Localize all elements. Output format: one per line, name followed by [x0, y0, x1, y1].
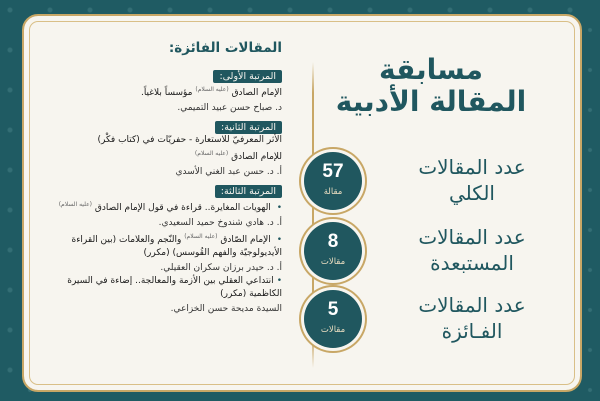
stat-badge	[304, 290, 362, 348]
honorific: (عليه السلام)	[195, 86, 229, 93]
stat-winners	[304, 290, 542, 356]
honorific: (عليه السلام)	[184, 233, 218, 240]
honorific: (عليه السلام)	[194, 150, 229, 157]
competition-title	[326, 54, 536, 118]
article-author: أ. د. حسن عبد الغني الأسدي	[175, 167, 282, 177]
winners-heading: المقالات الفائزة:	[168, 40, 282, 56]
stat-label: عدد المقالات الكلي	[418, 155, 526, 205]
stat-value: 5	[327, 299, 339, 320]
rank-badge-second: المرتبة الثانية:	[215, 121, 282, 134]
winners-list	[40, 40, 282, 316]
stat-value: 57	[322, 161, 344, 182]
article-title: • الهويات المغايرة.. قراءة في قول الإمام الصادق $^{(عليه السلام)}$	[40, 198, 282, 215]
stat-label: عدد المقالات المستبعدة	[418, 225, 526, 275]
stat-unit: مقالات	[320, 257, 346, 267]
stat-total	[304, 152, 542, 218]
stat-excluded	[304, 222, 542, 288]
stat-unit: مقالات	[320, 325, 346, 335]
stat-badge	[304, 222, 362, 280]
stat-badge	[304, 152, 362, 210]
article-title-cont: الكاظمية (مكرر)	[220, 289, 282, 299]
article-author: أ. د. هادي شندوخ حميد السعيدي.	[158, 218, 282, 228]
rank-badge-third: المرتبة الثالثة:	[215, 185, 282, 198]
article-title-cont: للإمام الصادق $^{(عليه السلام)}$	[194, 150, 282, 162]
title-line-1: مسابقة	[379, 53, 483, 86]
stat-value: 8	[327, 231, 339, 252]
article-author: أ. د. حيدر برزان سكران العقيلي.	[160, 263, 282, 273]
honorific: (عليه السلام)	[58, 201, 93, 208]
rank-badge-first: المرتبة الأولى:	[213, 70, 282, 83]
article-title: • انتداعي العقلي بين الأزمة والمعالجة.. إضاءة في السيرة	[40, 275, 282, 288]
article-title: الأثر المعرفيّ للاستعارة - حفريّات في (كتاب فكْر)	[97, 135, 282, 145]
article-title-cont: الأيديولوجيّة والفهم القُوسس) (مكرر)	[143, 248, 282, 258]
title-line-2: المقالة الأدبية	[335, 85, 527, 118]
stat-label: عدد المقالات الفـائزة	[418, 293, 526, 343]
stat-unit: مقالة	[323, 187, 343, 197]
article-author: السيدة مديحة حسن الخزاعي.	[170, 304, 282, 314]
article-title: الإمام الصادق $^{(عليه السلام)}$ مؤسساً بلاغياً.	[140, 86, 282, 98]
article-author: د. صباح حسن عبيد التميمي.	[177, 103, 282, 113]
article-title: • الإمام الصّادق $^{(عليه السلام)}$ والنّجم والعلامات (بين القراءة	[40, 230, 282, 247]
